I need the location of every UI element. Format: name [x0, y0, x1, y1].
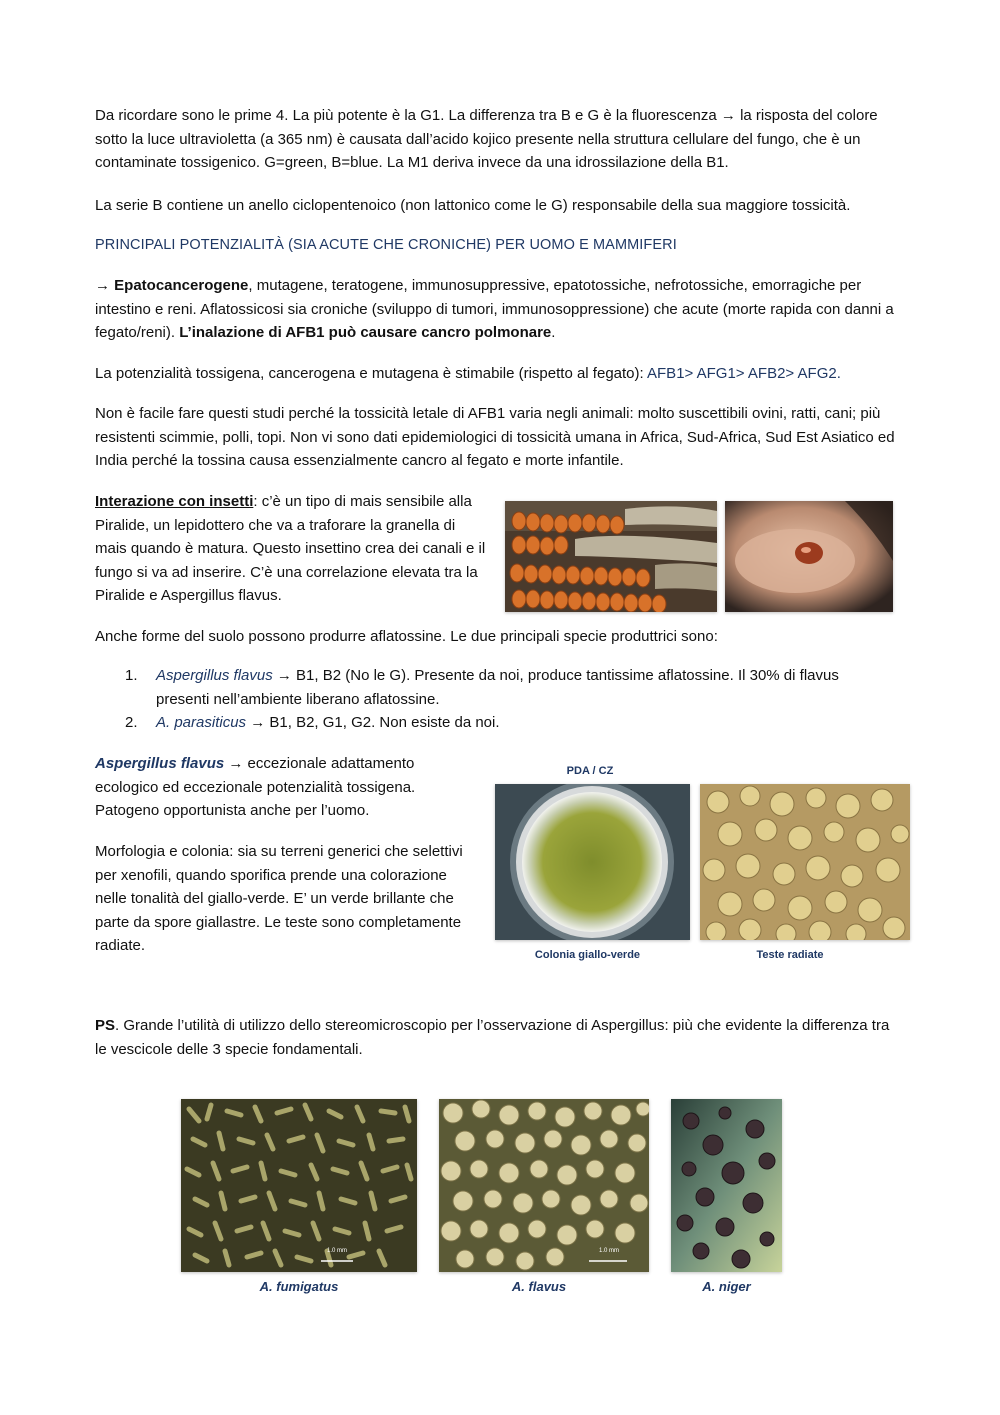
niger-photo — [671, 1099, 782, 1272]
insetti-title: Interazione con insetti — [95, 493, 254, 510]
species-list — [95, 664, 895, 735]
list-species: Aspergillus flavus — [156, 667, 273, 684]
list-item — [95, 711, 895, 735]
list-number: 1. — [125, 667, 138, 684]
paragraph-fluorescenza: Da ricordare sono le prime 4. La più potente è la G1. La differenza tra B e G è la fluorescenza → la risposta del colore sotto la luce ultravioletta (a 365 nm) è causata dall’acido kojico presente nella struttura cellulare del fungo, che è un contaminate tossigenico. G=green, B=blue. La M1 deriva invece da una idrossilazione della B1. — [95, 107, 878, 171]
paragraph-ps — [95, 1014, 895, 1061]
colony-photo — [495, 784, 690, 940]
larva-photo — [725, 501, 893, 612]
caption-colonia: Colonia giallo-verde — [534, 949, 641, 961]
ps-text: . Grande l’utilità di utilizzo dello stereomicroscopio per l’osservazione di Aspergillus: più che evidente la differenza tra le vescicole delle 3 specie fondamentali. — [95, 1017, 890, 1058]
caption-niger: A. niger — [702, 1279, 751, 1294]
caption-teste-radiate: Teste radiate — [756, 949, 824, 961]
section-heading: PRINCIPALI POTENZIALITÀ (SIA ACUTE CHE CRONICHE) PER UOMO E MAMMIFERI — [95, 237, 677, 253]
arrow-text: → — [95, 277, 115, 294]
potenzialita-text: , mutagene, teratogene, immunosuppressive, epatotossiche, nefrotossiche, emorragiche per intestino e reni. Aflatossicosi sia croniche (sviluppo di tumori, immunosoppressione) che acute (morte rapida con danni a fegato/reni). — [95, 277, 894, 341]
list-text: → B1, B2 (No le G). Presente da noi, produce tantissime aflatossine. Il 30% di flavus presenti nell’ambiente liberano aflatossine. — [156, 667, 839, 708]
list-text: → B1, B2, G1, G2. Non esiste da noi. — [246, 714, 500, 731]
figure-pda-header: PDA / CZ — [566, 765, 614, 777]
ordine-text: La potenzialità tossigena, cancerogena e mutagena è stimabile (rispetto al fegato): — [95, 365, 648, 382]
flavus-text: → eccezionale adattamento ecologico ed eccezionale potenzialità tossigena. Patogeno opportunista anche per l’uomo. — [95, 755, 416, 819]
radiate-heads-photo — [700, 784, 910, 940]
paragraph-insetti — [95, 490, 490, 608]
paragraph-serie-b: La serie B contiene un anello ciclopentenoico (non lattonico come le G) responsabile della sua maggiore tossicità. — [95, 197, 851, 214]
list-species: A. parasiticus — [156, 714, 247, 731]
fumigatus-scale-label: 1.0 mm — [327, 1248, 348, 1254]
paragraph-flavus — [95, 752, 435, 823]
list-number: 2. — [125, 714, 138, 731]
paragraph-morfologia: Morfologia e colonia: sia su terreni generici che selettivi per xenofili, quando sporifica prende una colorazione nelle tonalità del giallo-verde. E’ un verde brillante che parte da spore giallastre. Le teste sono completamente radiate. — [95, 843, 463, 954]
ps-bold: PS — [95, 1017, 116, 1034]
paragraph-suolo: Anche forme del suolo possono produrre aflatossine. Le due principali specie produttrici sono: — [95, 628, 718, 645]
flavus-scale-label: 1.0 mm — [599, 1248, 620, 1254]
paragraph-ordine-tossicita — [95, 362, 895, 386]
caption-flavus: A. flavus — [511, 1279, 567, 1294]
flavus-photo — [439, 1099, 649, 1272]
flavus-title: Aspergillus flavus — [95, 755, 225, 772]
insetti-text: : c’è un tipo di mais sensibile alla Piralide, un lepidottero che va a traforare la granella di mais quando è matura. Questo insettino crea dei canali e il fungo si va ad inserire. C’è una correlazione elevata tra la Piralide e Aspergillus flavus. — [95, 493, 486, 604]
corn-ear-photo — [505, 501, 717, 612]
caption-fumigatus: A. fumigatus — [259, 1279, 339, 1294]
fumigatus-photo — [181, 1099, 417, 1272]
list-item — [95, 664, 895, 711]
bold-epatocancerogene: Epatocancerogene — [114, 277, 249, 294]
paragraph-studi: Non è facile fare questi studi perché la tossicità letale di AFB1 varia negli animali: molto suscettibili ovini, ratti, cani; più resistenti scimmie, polli, topi. Non vi sono dati epidemiologici di tossicità umana in Africa, Sud-Africa, Sud Est Asiatico ed India perché la tossina causa essenzialmente cancro al fegato e morte infantile. — [95, 405, 895, 469]
period-text: . — [551, 324, 556, 341]
paragraph-potenzialita — [95, 274, 895, 345]
bold-inalazione: L’inalazione di AFB1 può causare cancro polmonare — [179, 324, 552, 341]
ordine-afb: AFB1> AFG1> AFB2> AFG2. — [647, 365, 841, 382]
